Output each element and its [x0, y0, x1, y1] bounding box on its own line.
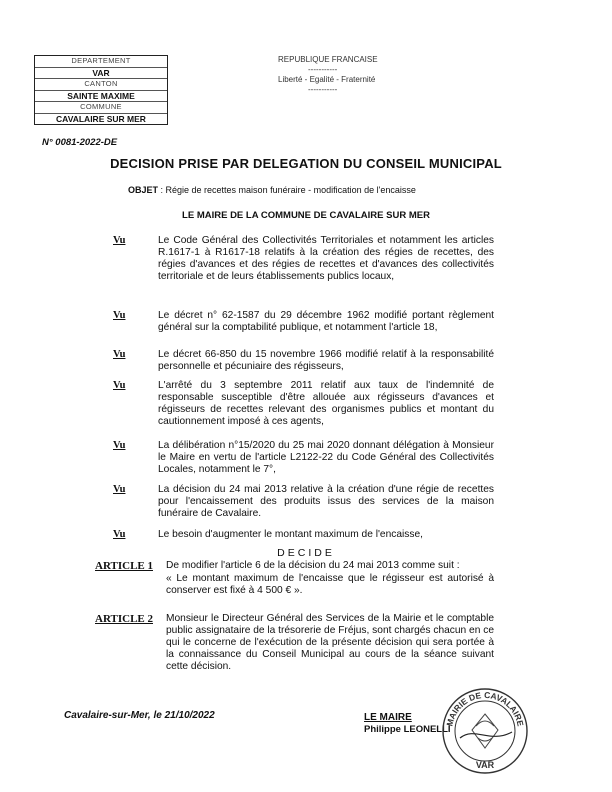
vu-clause-2: Le décret n° 62-1587 du 29 décembre 1962 modifié portant règlement général sur la comptabilité publique, et notamment l'article 18, — [158, 310, 494, 333]
vu-label-5: Vu — [113, 440, 126, 451]
objet-label: OBJET — [128, 185, 159, 195]
objet-line — [128, 185, 416, 195]
vu-clause-6: La décision du 24 mai 2013 relative à la création d'une régie de recettes pour l'encaissement des produits issus des services de la maison funéraire de Cavalaire. — [158, 484, 494, 519]
commune-label: COMMUNE — [35, 102, 167, 114]
vu-clause-7: Le besoin d'augmenter le montant maximum de l'encaisse, — [158, 529, 423, 540]
signatory-title: LE MAIRE — [364, 712, 412, 723]
article-1-text — [166, 560, 494, 597]
page-title: DECISION PRISE PAR DELEGATION DU CONSEIL MUNICIPAL — [110, 156, 502, 171]
republic-name: REPUBLIQUE FRANCAISE — [278, 55, 378, 64]
decide-heading: DECIDE — [277, 547, 335, 559]
place-and-date: Cavalaire-sur-Mer, le 21/10/2022 — [64, 710, 215, 721]
vu-clause-3: Le décret 66-850 du 15 novembre 1966 modifié relatif à la responsabilité personnelle et pécuniaire des régisseurs, — [158, 349, 494, 372]
departement-value: VAR — [35, 68, 167, 80]
article-2-label: ARTICLE 2 — [95, 613, 153, 625]
maire-heading: LE MAIRE DE LA COMMUNE DE CAVALAIRE SUR MER — [182, 210, 430, 221]
vu-label-2: Vu — [113, 310, 126, 321]
objet-text: : Régie de recettes maison funéraire - modification de l'encaisse — [158, 185, 416, 195]
vu-label-4: Vu — [113, 380, 126, 391]
vu-clause-1: Le Code Général des Collectivités Territoriales et notamment les articles R.1617-1 à R1617-18 relatifs à la création des régies de recettes, des régies d'avances et des régies de recettes et d'avances des collectivités territoriale et de leurs établissements publics locaux, — [158, 235, 494, 282]
article-1-label: ARTICLE 1 — [95, 560, 153, 572]
article-2-text: Monsieur le Directeur Général des Services de la Mairie et le comptable public assignataire de la trésorerie de Fréjus, sont chargés chacun en ce qui le concerne de l'exécution de la présente décision qui sera portée à la connaissance du Conseil Municipal au cours de la séance suivant cette décision. — [166, 613, 494, 672]
stamp-bottom-text: VAR — [475, 760, 495, 770]
vu-label-3: Vu — [113, 349, 126, 360]
admin-info-box — [34, 55, 168, 125]
vu-label-6: Vu — [113, 484, 126, 495]
canton-label: CANTON — [35, 79, 167, 91]
vu-label-7: Vu — [113, 529, 126, 540]
decision-reference: N° 0081-2022-DE — [42, 137, 118, 148]
vu-clause-4: L'arrêté du 3 septembre 2011 relatif aux taux de l'indemnité de responsable susceptible d'être allouée aux régisseurs d'avances et régisseurs de recettes relevant des organismes publics et montant du cautionnement imposé à ces agents, — [158, 380, 494, 427]
stamp-inner-ring — [455, 701, 515, 761]
commune-value: CAVALAIRE SUR MER — [56, 113, 146, 124]
republic-separator: ----------- — [308, 65, 338, 74]
signatory-name: Philippe LEONELLI — [364, 724, 451, 735]
republic-motto: Liberté - Egalité - Fraternité — [278, 75, 376, 84]
article-1-body: De modifier l'article 6 de la décision du 24 mai 2013 comme suit : — [166, 560, 460, 571]
signature-stroke — [460, 732, 512, 738]
departement-label: DEPARTEMENT — [35, 56, 167, 68]
republic-separator-2: ----------- — [308, 85, 338, 94]
mairie-stamp — [440, 686, 530, 776]
vu-label-1: Vu — [113, 235, 126, 246]
stamp-emblem-icon — [472, 714, 498, 748]
article-1-quote: « Le montant maximum de l'encaisse que le régisseur est autorisé à conserver est fixé à 4 500 € ». — [166, 573, 494, 596]
republic-header — [278, 55, 378, 95]
canton-value: SAINTE MAXIME — [35, 91, 167, 103]
stamp-text: MAIRIE DE CAVALAIRE — [444, 689, 526, 728]
vu-clause-5: La délibération n°15/2020 du 25 mai 2020 donnant délégation à Monsieur le Maire en vertu de l'article L2122-22 du Code Général des Collectivités Locales, notamment le 7°, — [158, 440, 494, 475]
